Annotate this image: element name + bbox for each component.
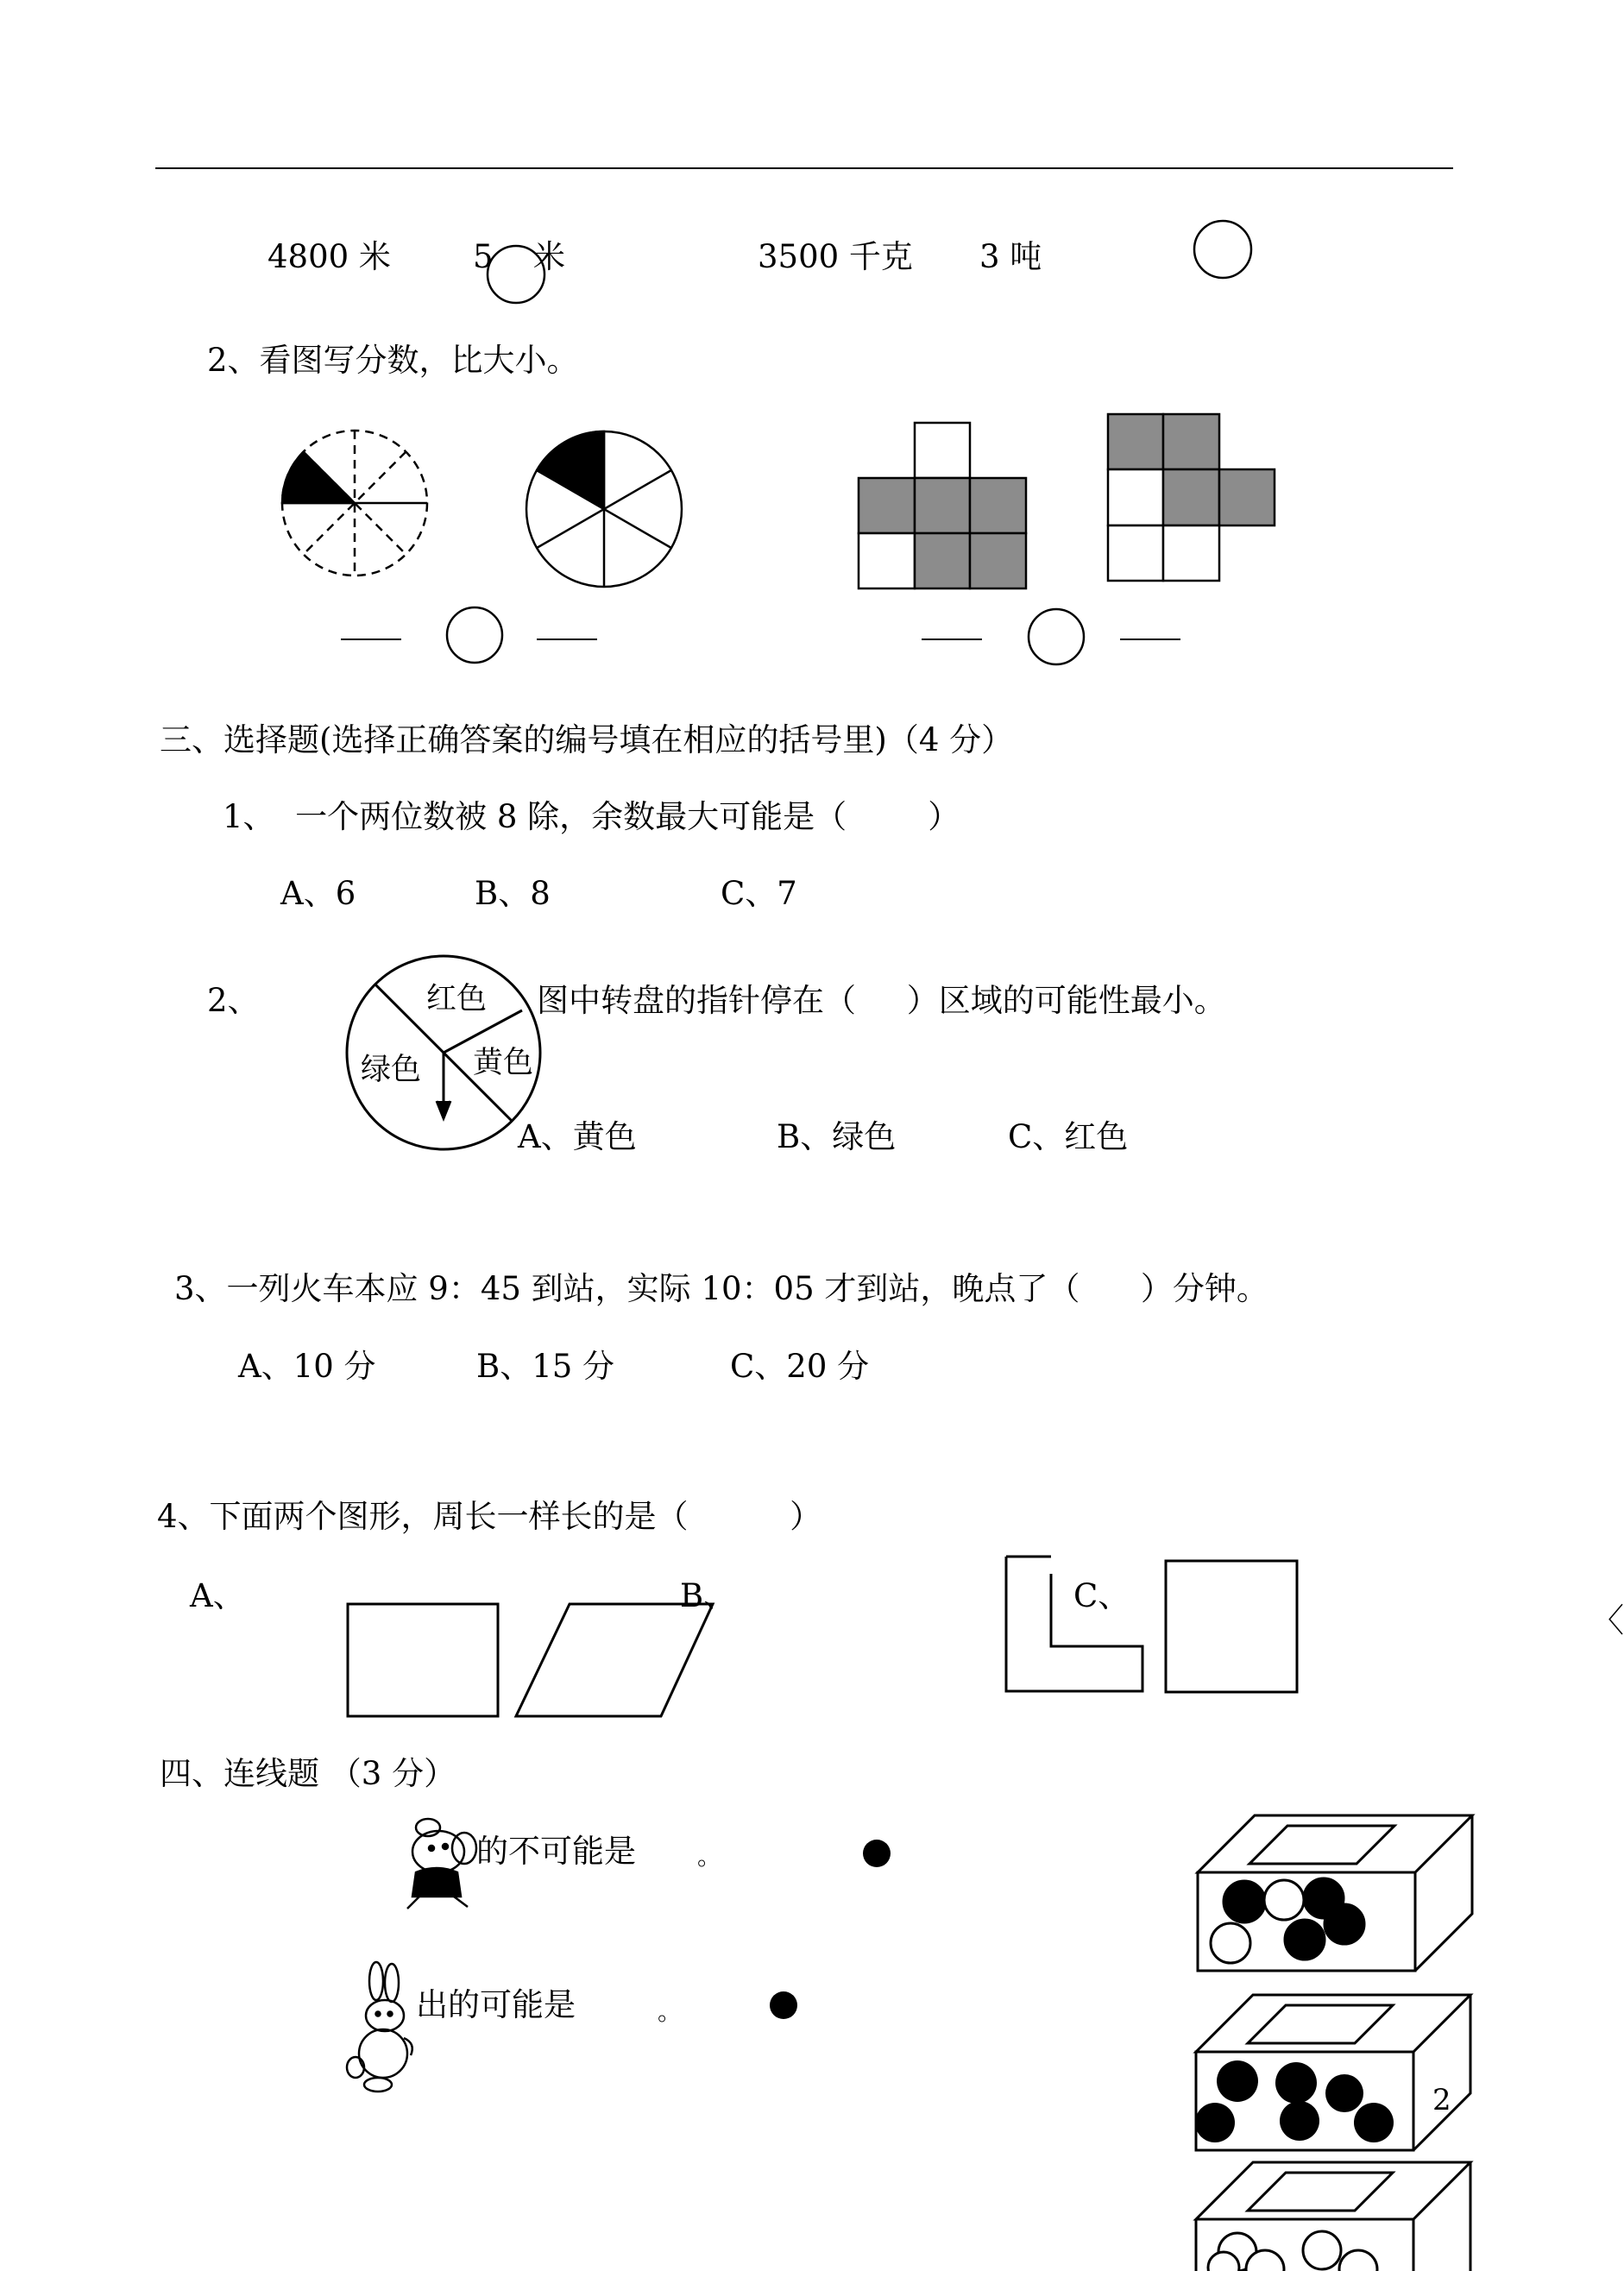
s4-line2-end: 。 xyxy=(658,1997,683,2026)
fraction-circle-sixths xyxy=(521,426,687,592)
s3-q1-stem: 1、 一个两位数被 8 除，余数最大可能是（ ） xyxy=(223,798,960,835)
s4-line1-text: 的不可能是 xyxy=(476,1833,636,1870)
compare-left-b-pre: 5 xyxy=(473,238,494,275)
answer-blank-4[interactable] xyxy=(1120,639,1180,640)
ball-box-mixed[interactable] xyxy=(1194,1812,1476,1976)
s3-q3-stem: 3、一列火车本应 9：45 到站，实际 10：05 才到站，晚点了（ ）分钟。 xyxy=(174,1270,1268,1307)
answer-blank-3[interactable] xyxy=(922,639,982,640)
compare-left-a: 4800 米 xyxy=(268,238,391,275)
ball-box-black[interactable] xyxy=(1193,1991,1474,2155)
q4-figure-a-rectangle xyxy=(345,1601,500,1719)
s3-q4-stem: 4、下面两个图形，周长一样长的是（ ） xyxy=(157,1498,822,1535)
compare-circle-fraction-1[interactable] xyxy=(442,604,507,670)
answer-blank-1[interactable] xyxy=(341,639,401,640)
s3-q2-stem: 图中转盘的指针停在（ ）区域的可能性最小。 xyxy=(537,982,1226,1019)
compare-circle-fraction-2[interactable] xyxy=(1023,606,1089,671)
compare-right-b: 3 吨 xyxy=(979,238,1042,275)
s3-q4-option-a[interactable]: A、 xyxy=(190,1577,245,1614)
s3-q3-option-c[interactable]: C、20 分 xyxy=(730,1348,870,1385)
s4-line1-end: 。 xyxy=(697,1842,722,1871)
s3-q2-option-b[interactable]: B、绿色 xyxy=(777,1118,897,1155)
s4-line2-text: 出的可能是 xyxy=(416,1986,576,2023)
s3-q2-option-a[interactable]: A、黄色 xyxy=(518,1118,637,1155)
connect-dot-2[interactable] xyxy=(766,1990,801,2024)
rabbit-cartoon-icon xyxy=(343,1960,426,2095)
ball-box-white[interactable] xyxy=(1193,2159,1474,2271)
connect-dot-1[interactable] xyxy=(859,1838,894,1872)
s3-q2-number: 2、 xyxy=(207,982,260,1019)
s3-q1-option-c[interactable]: C、7 xyxy=(721,875,797,912)
q4-figure-c-square xyxy=(1163,1558,1300,1695)
s3-q3-option-b[interactable]: B、15 分 xyxy=(476,1348,615,1385)
edge-glyph: 〈 xyxy=(1591,1601,1624,1639)
s3-q4-option-b[interactable]: B、 xyxy=(680,1577,736,1614)
compare-circle-left[interactable] xyxy=(483,242,552,311)
grid-shape-step xyxy=(1105,411,1281,587)
s3-q1-option-a[interactable]: A、6 xyxy=(280,875,356,912)
page-number: 2 xyxy=(1432,2083,1451,2117)
compare-left-b-post: 米 xyxy=(533,238,565,275)
section4-title: 四、连线题 （3 分） xyxy=(160,1755,456,1792)
q4-figure-a-parallelogram xyxy=(513,1601,716,1719)
q4-figure-c-lshape xyxy=(1003,1553,1146,1696)
fraction-circle-eighths xyxy=(274,423,435,583)
spinner-label-yellow: 黄色 xyxy=(473,1046,534,1080)
spinner-label-green: 绿色 xyxy=(361,1053,422,1087)
s3-q4-option-c[interactable]: C、 xyxy=(1073,1577,1130,1614)
grid-shape-cross xyxy=(854,421,1030,597)
header-rule xyxy=(155,167,1453,169)
answer-blank-2[interactable] xyxy=(537,639,597,640)
s3-q1-option-b[interactable]: B、8 xyxy=(475,875,551,912)
s3-q3-option-a[interactable]: A、10 分 xyxy=(238,1348,376,1385)
q2-fraction-title: 2、看图写分数，比大小。 xyxy=(207,342,579,379)
compare-right-a: 3500 千克 xyxy=(758,238,913,275)
compare-circle-right[interactable] xyxy=(1191,217,1260,286)
spinner-label-red: 红色 xyxy=(426,982,488,1016)
section3-title: 三、选择题(选择正确答案的编号填在相应的括号里)（4 分） xyxy=(160,721,1014,758)
s3-q2-option-c[interactable]: C、红色 xyxy=(1008,1118,1129,1155)
